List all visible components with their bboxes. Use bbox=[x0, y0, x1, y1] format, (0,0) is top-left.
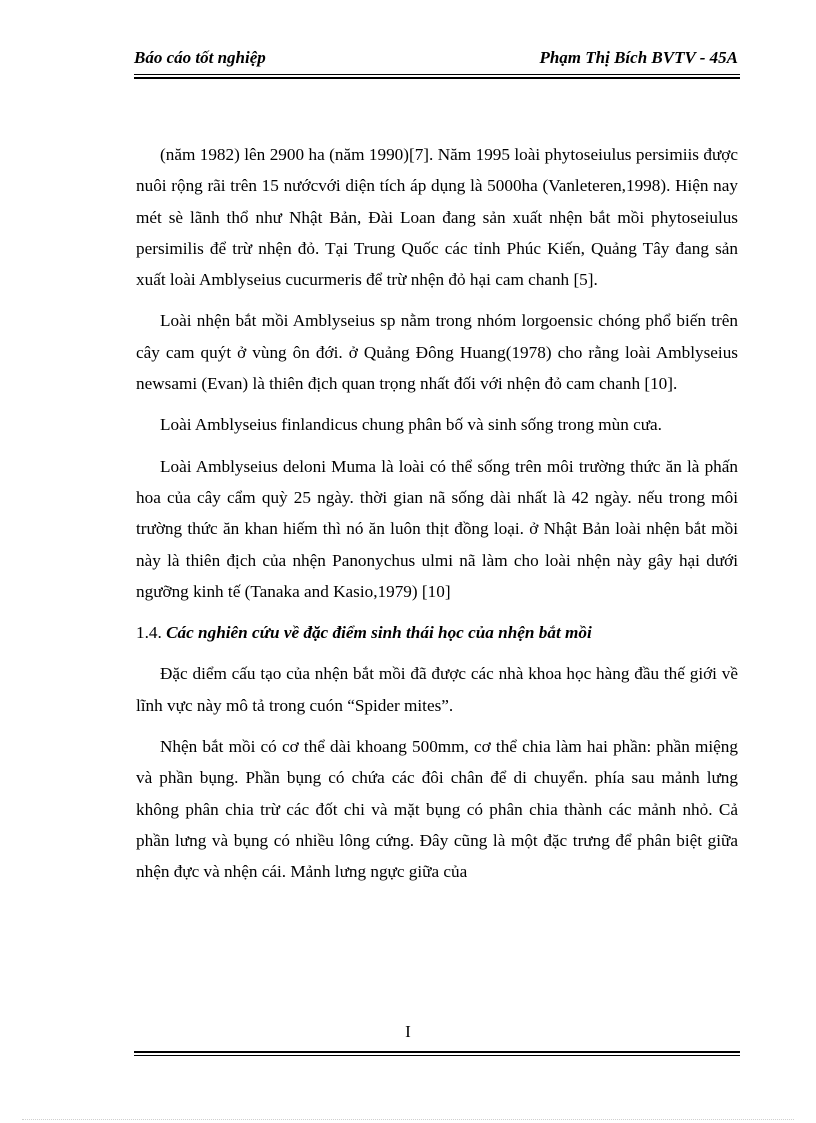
page-edge-dotted-line bbox=[22, 1119, 794, 1120]
page-header bbox=[134, 44, 740, 72]
section-number: 1.4. bbox=[136, 623, 162, 643]
header-report-title: Báo cáo tốt nghiệp bbox=[134, 48, 266, 67]
paragraph-6: Nhện bắt mồi có cơ thể dài khoang 500mm, cơ thể chia làm hai phần: phần miệng và phần bụng. Phần bụng có chứa các đôi chân để di chuyển. phía sau mảnh lưng không phân chia trừ các đốt chi và mặt bụng có phân chia thành các mảnh nhỏ. Cả phần lưng và bụng có nhiều lông cứng. Đây cũng là một đặc trưng để phân biệt giữa nhện đực và nhện cái. Mảnh lưng ngực giữa của bbox=[136, 737, 738, 882]
paragraph-1: (năm 1982) lên 2900 ha (năm 1990)[7]. Năm 1995 loài phytoseiulus persimiis được nuôi rộng rãi trên 15 nướcvới diện tích áp dụng là 5000ha (Vanleteren,1998). Hiện nay mét sè lãnh thổ như Nhật Bản, Đài Loan đang sản xuất nhện bắt mồi phytoseiulus persimilis để trừ nhện đỏ. Tại Trung Quốc các tỉnh Phúc Kiến, Quảng Tây đang sản xuất loài Amblyseius cucurmeris để trừ nhện đỏ hại cam chanh [5]. bbox=[136, 145, 738, 290]
header-author: Phạm Thị Bích BVTV - 45A bbox=[539, 48, 738, 67]
paragraph-4: Loài Amblyseius deloni Muma là loài có thể sống trên môi trường thức ăn là phấn hoa của cây cẩm quỳ 25 ngày. thời gian nã sống dài nhất là 42 ngày. nếu trong môi trường thức ăn khan hiếm thì nó ăn luôn thịt đồng loại. ở Nhật Bản loài nhện bắt mồi này là thiên địch của nhện Panonychus ulmi nã làm cho loài nhện này gây hại dưới ngưỡng kinh tế (Tanaka and Kasio,1979) [10] bbox=[136, 456, 738, 601]
paragraph-5: Đặc diểm cấu tạo của nhện bắt mồi đã được các nhà khoa học hàng đầu thế giới về lĩnh vực này mô tả trong cuón “Spider mites”. bbox=[136, 664, 738, 715]
header-rule-thin bbox=[134, 74, 740, 75]
paragraph-2: Loài nhện bắt mồi Amblyseius sp nằm trong nhóm lorgoensic chóng phổ biến trên cây cam quýt ở vùng ôn đới. ở Quảng Đông Huang(1978) cho rằng loài Amblyseius newsami (Evan) là thiên địch quan trọng nhất đối với nhện đỏ cam chanh [10]. bbox=[136, 311, 738, 394]
header-rule-thick bbox=[134, 77, 740, 79]
document-body bbox=[136, 139, 738, 898]
page-number: I bbox=[405, 1022, 411, 1041]
footer-rule-thin bbox=[134, 1055, 740, 1056]
footer-rule-thick bbox=[134, 1051, 740, 1053]
section-title: Các nghiên cứu về đặc điểm sinh thái học của nhện bắt mồi bbox=[166, 623, 592, 643]
paragraph-3: Loài Amblyseius finlandicus chung phân bố và sinh sống trong mùn cưa. bbox=[160, 415, 662, 435]
section-heading bbox=[136, 617, 738, 648]
